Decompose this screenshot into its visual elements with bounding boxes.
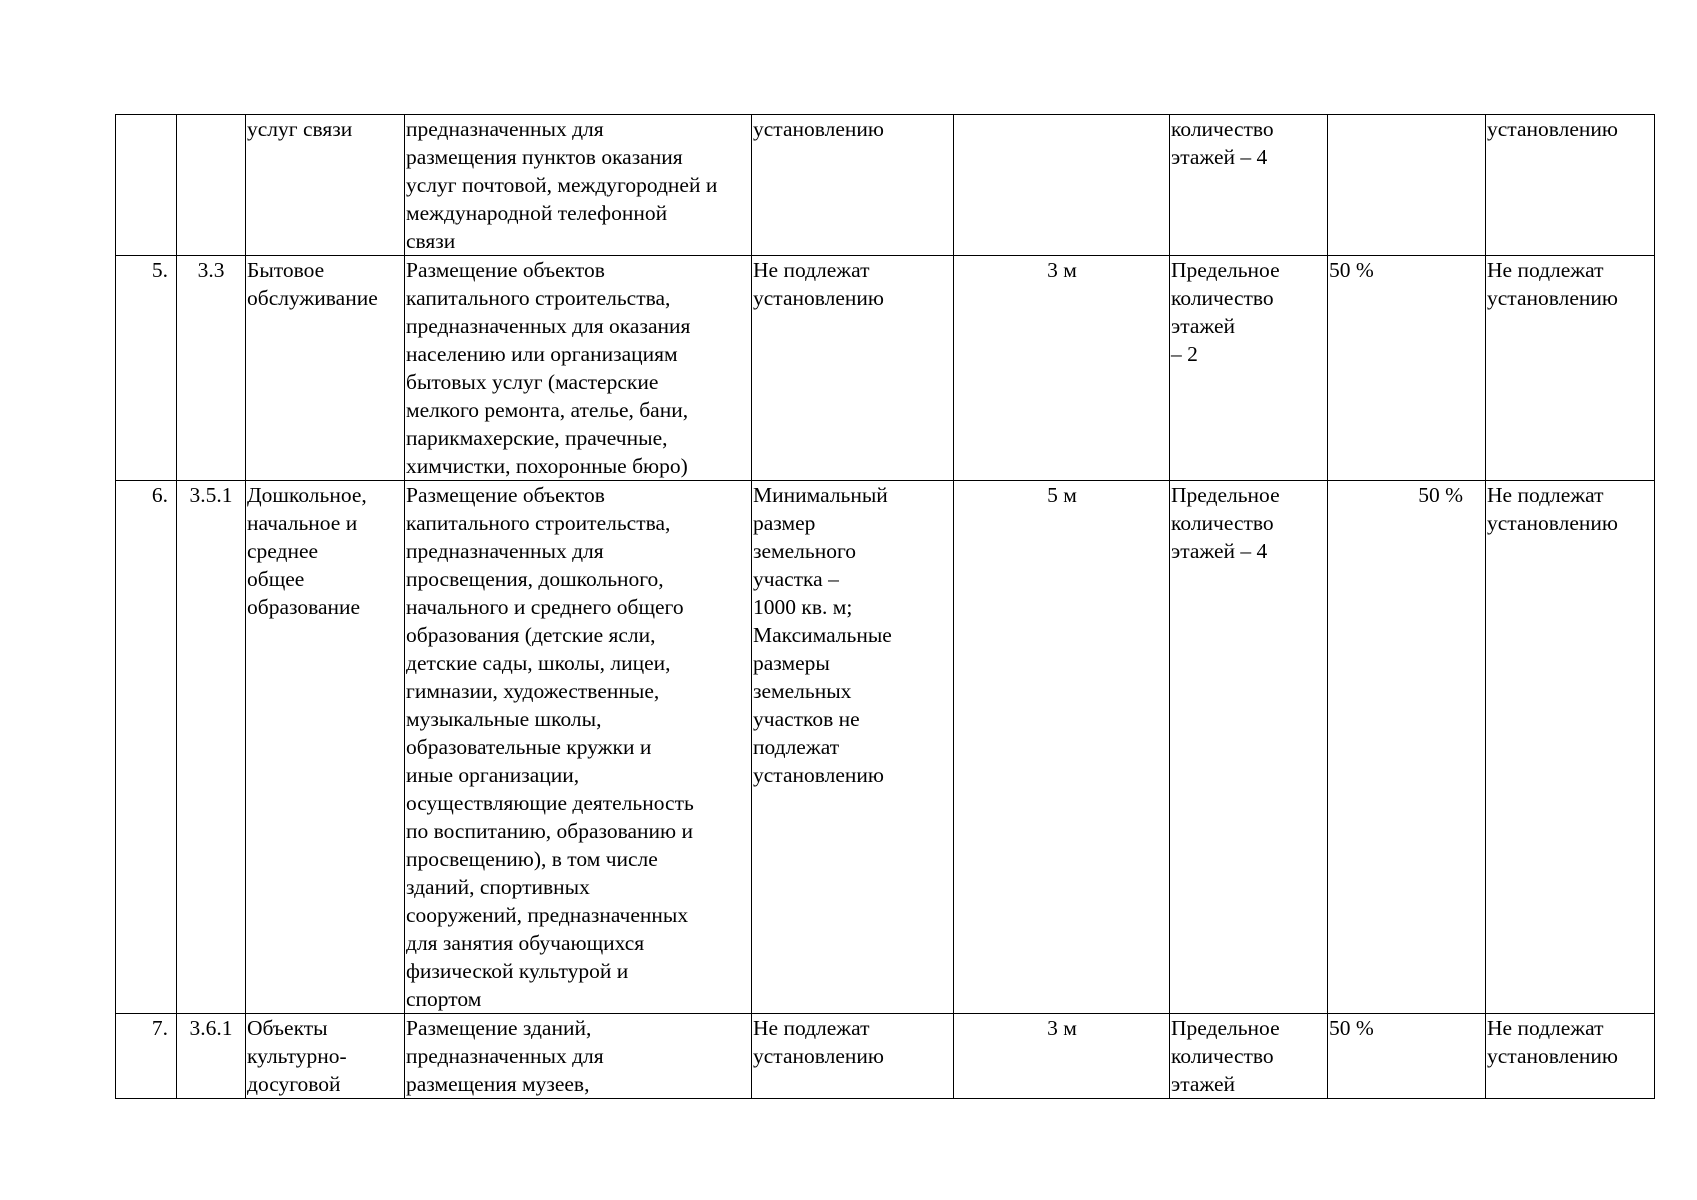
table-row xyxy=(116,481,1655,1014)
use-description-cell: Размещение объектов капитального строительства, предназначенных для оказания населению или организациям бытовых услуг (мастерские мелкого ремонта, ателье, бани, парикмахерские, прачечные, химчистки, похоронные бюро) xyxy=(405,256,752,481)
use-name-cell: Дошкольное, начальное и среднее общее образование xyxy=(246,481,405,1014)
coverage-cell xyxy=(1328,115,1486,256)
use-name-cell: услуг связи xyxy=(246,115,405,256)
floors-cell: Предельное количество этажей xyxy=(1170,1014,1328,1099)
use-name-cell: Бытовое обслуживание xyxy=(246,256,405,481)
row-number-cell: 7. xyxy=(116,1014,177,1099)
plot-size-cell: Не подлежат установлению xyxy=(752,1014,954,1099)
use-code-cell: 3.6.1 xyxy=(177,1014,246,1099)
use-description-cell: Размещение объектов капитального строительства, предназначенных для просвещения, дошкольного, начального и среднего общего образования (детские ясли, детские сады, школы, лицеи, гимназии, художественные, музыкальные школы, образовательные кружки и иные организации, осуществляющие деятельность по воспитанию, образованию и просвещению), в том числе зданий, спортивных сооружений, предназначенных для занятия обучающихся физической культурой и спортом xyxy=(405,481,752,1014)
plot-size-cell: установлению xyxy=(752,115,954,256)
plot-size-cell: Не подлежат установлению xyxy=(752,256,954,481)
coverage-cell: 50 % xyxy=(1328,256,1486,481)
use-code-cell: 3.3 xyxy=(177,256,246,481)
table-row xyxy=(116,115,1655,256)
use-name-cell: Объекты культурно- досуговой xyxy=(246,1014,405,1099)
other-params-cell: Не подлежат установлению xyxy=(1486,256,1655,481)
table-row xyxy=(116,256,1655,481)
min-indent-cell xyxy=(954,115,1170,256)
floors-cell: количество этажей – 4 xyxy=(1170,115,1328,256)
land-use-regulations-table xyxy=(115,114,1655,1099)
use-code-cell: 3.5.1 xyxy=(177,481,246,1014)
floors-cell: Предельное количество этажей – 2 xyxy=(1170,256,1328,481)
table-row xyxy=(116,1014,1655,1099)
min-indent-cell: 3 м xyxy=(954,1014,1170,1099)
other-params-cell: установлению xyxy=(1486,115,1655,256)
use-code-cell xyxy=(177,115,246,256)
row-number-cell: 5. xyxy=(116,256,177,481)
row-number-cell: 6. xyxy=(116,481,177,1014)
use-description-cell: Размещение зданий, предназначенных для размещения музеев, xyxy=(405,1014,752,1099)
min-indent-cell: 5 м xyxy=(954,481,1170,1014)
row-number-cell xyxy=(116,115,177,256)
other-params-cell: Не подлежат установлению xyxy=(1486,481,1655,1014)
coverage-cell: 50 % xyxy=(1328,481,1486,1014)
coverage-cell: 50 % xyxy=(1328,1014,1486,1099)
floors-cell: Предельное количество этажей – 4 xyxy=(1170,481,1328,1014)
min-indent-cell: 3 м xyxy=(954,256,1170,481)
other-params-cell: Не подлежат установлению xyxy=(1486,1014,1655,1099)
use-description-cell: предназначенных для размещения пунктов оказания услуг почтовой, междугородней и международной телефонной связи xyxy=(405,115,752,256)
plot-size-cell: Минимальный размер земельного участка – 1000 кв. м; Максимальные размеры земельных участков не подлежат установлению xyxy=(752,481,954,1014)
